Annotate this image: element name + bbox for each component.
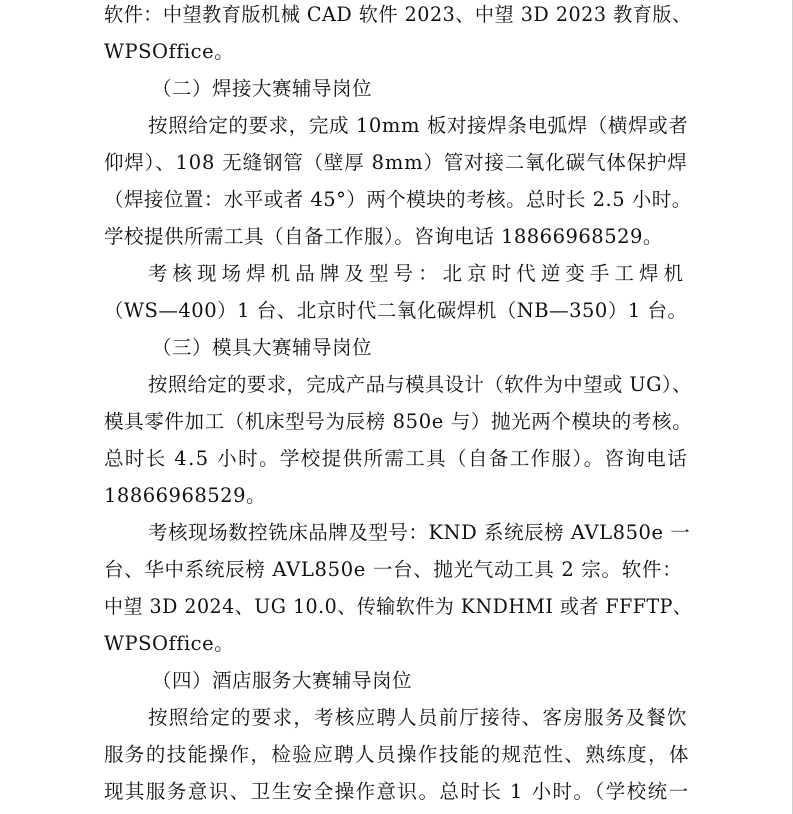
paragraph-line: 模具零件加工（机床型号为辰榜 850e 与）抛光两个模块的考核。	[104, 410, 693, 433]
paragraph-line: 按照给定的要求，完成 10mm 板对接焊条电弧焊（横焊或者	[148, 114, 689, 137]
paragraph-line: （焊接位置：水平或者 45°）两个模块的考核。总时长 2.5 小时。	[104, 188, 692, 211]
paragraph-line: 考核现场焊机品牌及型号：北京时代逆变手工焊机	[148, 262, 689, 285]
paragraph-line: 仰焊）、108 无缝钢管（壁厚 8mm）管对接二氧化碳气体保护焊	[104, 151, 688, 174]
paragraph-line: 按照给定的要求，考核应聘人员前厅接待、客房服务及餐饮	[148, 706, 688, 729]
paragraph-line: WPSOffice。	[104, 40, 235, 63]
section-heading-welding: （二）焊接大赛辅导岗位	[152, 77, 373, 100]
paragraph-line: 台、华中系统辰榜 AVL850e 一台、抛光气动工具 2 宗。软件：	[104, 558, 683, 581]
paragraph-line: 现其服务意识、卫生安全操作意识。总时长 1 小时。（学校统一	[104, 780, 690, 803]
paragraph-line: 学校提供所需工具（自备工作服）。咨询电话 18866968529。	[104, 225, 663, 248]
paragraph-line: 服务的技能操作，检验应聘人员操作技能的规范性、熟练度，体	[104, 743, 690, 766]
paragraph-line: 软件：中望教育版机械 CAD 软件 2023、中望 3D 2023 教育版、	[104, 3, 692, 26]
section-heading-mold: （三）模具大赛辅导岗位	[152, 336, 373, 359]
paragraph-line: 按照给定的要求，完成产品与模具设计（软件为中望或 UG）、	[148, 373, 692, 396]
paragraph-line: 总时长 4.5 小时。学校提供所需工具（自备工作服）。咨询电话	[104, 447, 689, 470]
paragraph-line: 考核现场数控铣床品牌及型号：KND 系统辰榜 AVL850e 一	[148, 521, 691, 544]
paragraph-line: WPSOffice。	[104, 632, 235, 655]
paragraph-line: 中望 3D 2024、UG 10.0、传输软件为 KNDHMI 或者 FFFTP、	[104, 595, 693, 618]
section-heading-hotel: （四）酒店服务大赛辅导岗位	[152, 669, 413, 692]
paragraph-line: （WS—400）1 台、北京时代二氧化碳焊机（NB—350）1 台。	[104, 299, 688, 322]
paragraph-line: 18866968529。	[104, 484, 266, 507]
